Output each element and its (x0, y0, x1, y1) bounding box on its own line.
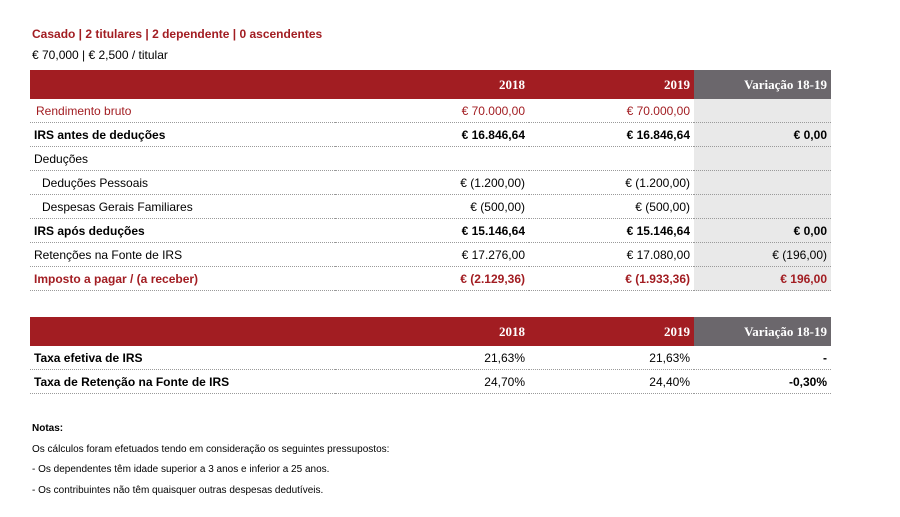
row-imposto-a-pagar (30, 267, 831, 291)
value-2018: € 16.846,64 (335, 123, 529, 147)
header-label (30, 70, 335, 99)
value-2019: € 16.846,64 (529, 123, 694, 147)
row-irs-apos-deducoes (30, 219, 831, 243)
header-2019: 2019 (529, 70, 694, 99)
row-label: Imposto a pagar / (a receber) (30, 267, 335, 291)
row-label: Taxa de Retenção na Fonte de IRS (30, 370, 335, 394)
row-taxa-retencao (30, 370, 831, 394)
value-2019: € (500,00) (529, 195, 694, 219)
page-title: Casado | 2 titulares | 2 dependente | 0 ascendentes (32, 27, 323, 41)
notes-section (32, 419, 389, 501)
header-variation: Variação 18-19 (694, 317, 831, 346)
row-label: Rendimento bruto (30, 99, 335, 123)
value-variation: € 0,00 (694, 219, 831, 243)
value-2019 (529, 147, 694, 171)
row-deducoes (30, 147, 831, 171)
header-2018: 2018 (335, 317, 529, 346)
row-taxa-efetiva (30, 346, 831, 370)
value-variation: € (196,00) (694, 243, 831, 267)
value-2019: € (1.200,00) (529, 171, 694, 195)
notes-title: Notas: (32, 423, 64, 434)
value-variation (694, 147, 831, 171)
row-label: IRS após deduções (30, 219, 335, 243)
header-label (30, 317, 335, 346)
value-2019: € 17.080,00 (529, 243, 694, 267)
value-2018: € 70.000,00 (335, 99, 529, 123)
note-line: - Os dependentes têm idade superior a 3 anos e inferior a 25 anos. (32, 464, 330, 475)
header-variation: Variação 18-19 (694, 70, 831, 99)
value-2018: € 15.146,64 (335, 219, 529, 243)
value-2019: 21,63% (529, 346, 694, 370)
value-2018: 24,70% (335, 370, 529, 394)
row-retencoes-fonte (30, 243, 831, 267)
row-despesas-gerais-familiares (30, 195, 831, 219)
value-variation (694, 171, 831, 195)
irs-rates-table (30, 317, 831, 394)
value-variation: - (694, 346, 831, 370)
row-label: Deduções Pessoais (30, 171, 335, 195)
value-2018: € 17.276,00 (335, 243, 529, 267)
note-line: Os cálculos foram efetuados tendo em consideração os seguintes pressupostos: (32, 443, 390, 455)
table-header-row (30, 317, 831, 346)
note-line: - Os contribuintes não têm quaisquer outras despesas dedutíveis. (32, 484, 324, 496)
value-variation: -0,30% (694, 370, 831, 394)
irs-comparison-table (30, 70, 831, 291)
value-2019: € (1.933,36) (529, 267, 694, 291)
row-rendimento-bruto (30, 99, 831, 123)
value-2019: € 70.000,00 (529, 99, 694, 123)
row-label: Deduções (30, 147, 335, 171)
value-2019: 24,40% (529, 370, 694, 394)
value-variation: € 196,00 (694, 267, 831, 291)
row-label: Despesas Gerais Familiares (30, 195, 335, 219)
row-irs-antes-deducoes (30, 123, 831, 147)
row-deducoes-pessoais (30, 171, 831, 195)
value-variation (694, 99, 831, 123)
value-variation (694, 195, 831, 219)
value-variation: € 0,00 (694, 123, 831, 147)
value-2018: € (1.200,00) (335, 171, 529, 195)
value-2018: € (500,00) (335, 195, 529, 219)
row-label: Taxa efetiva de IRS (30, 346, 335, 370)
value-2018: 21,63% (335, 346, 529, 370)
value-2018: € (2.129,36) (335, 267, 529, 291)
value-2018 (335, 147, 529, 171)
row-label: Retenções na Fonte de IRS (30, 243, 335, 267)
value-2019: € 15.146,64 (529, 219, 694, 243)
header-2019: 2019 (529, 317, 694, 346)
row-label: IRS antes de deduções (30, 123, 335, 147)
table-header-row (30, 70, 831, 99)
page-subtitle: € 70,000 | € 2,500 / titular (32, 48, 168, 62)
header-2018: 2018 (335, 70, 529, 99)
